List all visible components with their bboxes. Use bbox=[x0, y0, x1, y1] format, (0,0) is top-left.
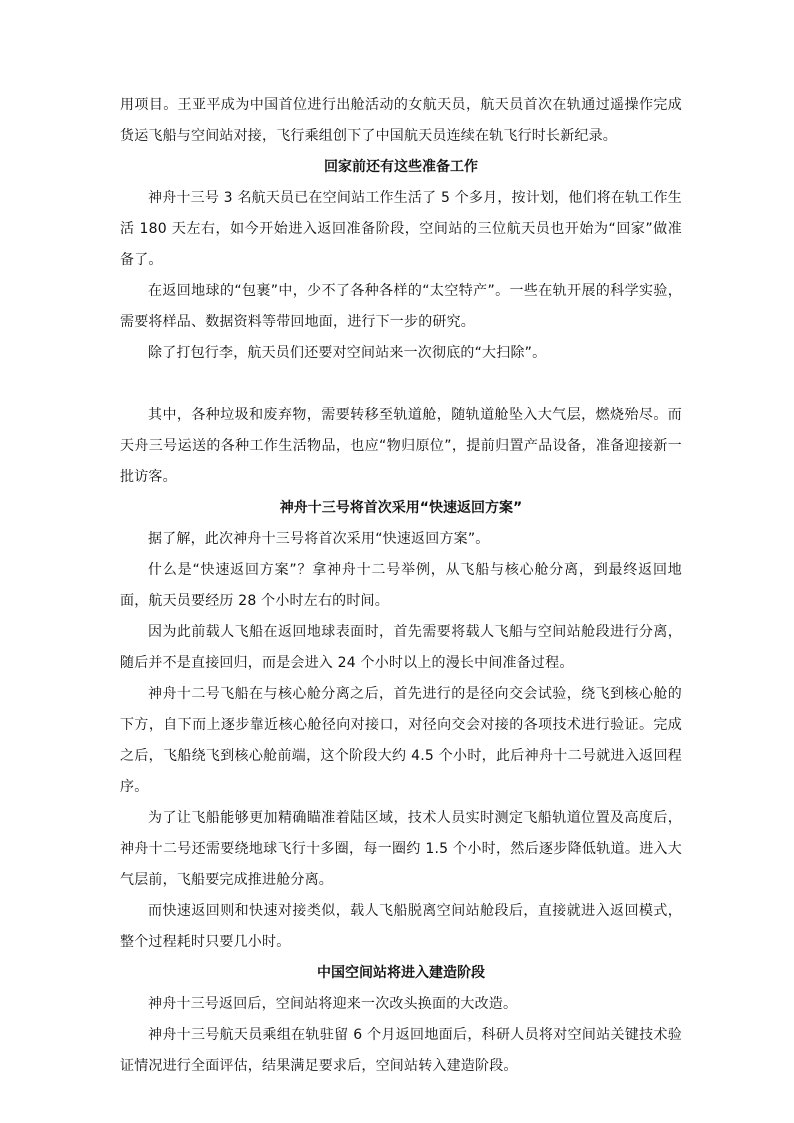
section-heading: 中国空间站将进入建造阶段 bbox=[317, 965, 485, 981]
document-page bbox=[120, 90, 682, 1082]
section-heading: 回家前还有这些准备工作 bbox=[324, 159, 478, 175]
paragraph: 神舟十三号返回后，空间站将迎来一次改头换面的大改造。 bbox=[148, 996, 518, 1012]
paragraph: 除了打包行李，航天员们还要对空间站来一次彻底的“大扫除”。 bbox=[148, 345, 547, 361]
paragraph: 神舟十三号 3 名航天员已在空间站工作生活了 5 个多月，按计划，他们将在轨工作生活 180 天左右，如今开始进入返回准备阶段，空间站的三位航天员也开始为“回家”做准备了。 bbox=[120, 190, 682, 268]
blank-line bbox=[120, 369, 682, 400]
paragraph: 据了解，此次神舟十三号将首次采用“快速返回方案”。 bbox=[148, 531, 490, 547]
paragraph: 神舟十三号航天员乘组在轨驻留 6 个月返回地面后，科研人员将对空间站关键技术验证情况进行全面评估，结果满足要求后，空间站转入建造阶段。 bbox=[120, 1027, 682, 1074]
paragraph: 其中，各种垃圾和废弃物，需要转移至轨道舱，随轨道舱坠入大气层，燃烧殆尽。而天舟三号运送的各种工作生活物品，也应“物归原位”，提前归置产品设备，准备迎接新一批访客。 bbox=[120, 407, 682, 485]
paragraph: 什么是“快速返回方案”？拿神舟十二号举例，从飞船与核心舱分离，到最终返回地面，航天员要经历 28 个小时左右的时间。 bbox=[120, 562, 682, 609]
section-heading: 神舟十三号将首次采用“快速返回方案” bbox=[279, 500, 523, 516]
paragraph: 用项目。王亚平成为中国首位进行出舱活动的女航天员，航天员首次在轨通过遥操作完成货运飞船与空间站对接，飞行乘组创下了中国航天员连续在轨飞行时长新纪录。 bbox=[120, 97, 682, 144]
paragraph: 在返回地球的“包裹”中，少不了各种各样的“太空特产”。一些在轨开展的科学实验，需要将样品、数据资料等带回地面，进行下一步的研究。 bbox=[120, 283, 682, 330]
paragraph: 因为此前载人飞船在返回地球表面时，首先需要将载人飞船与空间站舱段进行分离，随后并不是直接回归，而是会进入 24 个小时以上的漫长中间准备过程。 bbox=[120, 624, 682, 671]
paragraph: 而快速返回则和快速对接类似，载人飞船脱离空间站舱段后，直接就进入返回模式，整个过程耗时只要几小时。 bbox=[120, 903, 682, 950]
paragraph: 为了让飞船能够更加精确瞄准着陆区域，技术人员实时测定飞船轨道位置及高度后，神舟十二号还需要绕地球飞行十多圈，每一圈约 1.5 个小时，然后逐步降低轨道。进入大气层前，飞船要完成推进舱分离。 bbox=[120, 810, 682, 888]
paragraph: 神舟十二号飞船在与核心舱分离之后，首先进行的是径向交会试验，绕飞到核心舱的下方，自下而上逐步靠近核心舱径向对接口，对径向交会对接的各项技术进行验证。完成之后，飞船绕飞到核心舱前端，这个阶段大约 4.5 个小时，此后神舟十二号就进入返回程序。 bbox=[120, 686, 682, 795]
